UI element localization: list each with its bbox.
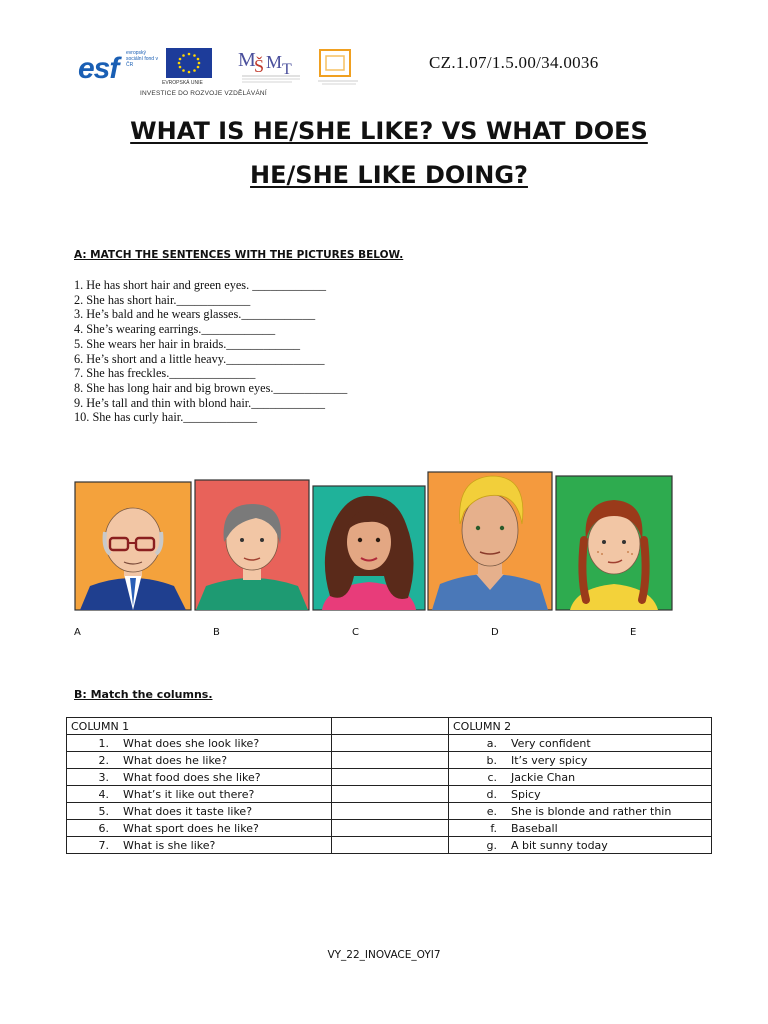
svg-text:M: M: [266, 52, 283, 72]
portrait-c: [313, 486, 425, 610]
answer-letter: a.: [486, 736, 497, 750]
table-row: [67, 786, 712, 803]
esf-logo: [78, 46, 160, 86]
esf-logo-small-text: evropský sociální fond v ČR: [126, 50, 158, 68]
answer-text: Very confident: [511, 736, 591, 750]
match-columns-table: [66, 717, 712, 854]
blank-cell: [332, 752, 449, 769]
svg-text:M: M: [238, 49, 256, 71]
answer-letter: d.: [486, 787, 497, 801]
answer-text: Jackie Chan: [511, 770, 576, 784]
blank-cell: [332, 735, 449, 752]
row-number: 1.: [98, 736, 109, 750]
list-item: 7. She has freckles.______________: [74, 366, 256, 381]
question-text: What does she look like?: [123, 736, 260, 750]
msmt-logo: [236, 46, 302, 86]
row-number: 6.: [98, 821, 109, 835]
footer-code: VY_22_INOVACE_OYI7: [327, 949, 441, 961]
logos-caption: INVESTICE DO ROZVOJE VZDĚLÁVÁNÍ: [140, 90, 267, 97]
portrait-d: [428, 472, 552, 610]
column2-header: COLUMN 2: [449, 718, 712, 735]
page-title-line1: WHAT IS HE/SHE LIKE? VS WHAT DOES: [130, 117, 648, 145]
column1-header: COLUMN 1: [67, 718, 332, 735]
list-item: 9. He’s tall and thin with blond hair.____________: [74, 395, 326, 410]
table-row: [67, 803, 712, 820]
picture-label-b: B: [213, 627, 220, 638]
table-header-row: [67, 718, 712, 735]
sentence-list: [74, 278, 347, 425]
question-text: What is she like?: [123, 838, 216, 852]
row-number: 4.: [98, 787, 109, 801]
answer-letter: g.: [486, 838, 497, 852]
section-a-heading: A: MATCH THE SENTENCES WITH THE PICTURES BELOW.: [74, 249, 404, 261]
project-code: CZ.1.07/1.5.00/34.0036: [429, 53, 599, 72]
answer-text: It’s very spicy: [511, 753, 588, 767]
eu-logo-caption: EVROPSKÁ UNIE: [162, 80, 203, 86]
answer-letter: f.: [490, 821, 497, 835]
blank-cell: [332, 803, 449, 820]
table-row: [67, 735, 712, 752]
answer-text: Spicy: [511, 787, 541, 801]
blank-cell: [332, 786, 449, 803]
blank-cell: [332, 769, 449, 786]
svg-text:Š: Š: [254, 56, 265, 76]
blank-cell: [332, 718, 449, 735]
blank-cell: [332, 837, 449, 854]
portrait-b: [195, 480, 309, 610]
answer-text: She is blonde and rather thin: [511, 804, 672, 818]
op-vk-logo: [316, 48, 360, 86]
list-item: 8. She has long hair and big brown eyes.____________: [74, 380, 348, 395]
list-item: 10. She has curly hair.____________: [74, 410, 258, 425]
table-row: [67, 837, 712, 854]
header-logos: [78, 44, 368, 102]
list-item: 1. He has short hair and green eyes. ____________: [74, 278, 327, 292]
row-number: 2.: [98, 753, 109, 767]
list-item: 4. She’s wearing earrings.____________: [74, 322, 276, 337]
table-row: [67, 752, 712, 769]
svg-text:T: T: [282, 61, 292, 78]
blank-cell: [332, 820, 449, 837]
portrait-pictures: [72, 466, 677, 616]
portrait-a: [75, 482, 191, 610]
table-row: [67, 769, 712, 786]
page-title-line2: HE/SHE LIKE DOING?: [250, 161, 528, 189]
picture-label-d: D: [491, 627, 499, 638]
row-number: 5.: [98, 804, 109, 818]
list-item: 2. She has short hair.____________: [74, 292, 251, 307]
list-item: 5. She wears her hair in braids.____________: [74, 336, 301, 351]
row-number: 3.: [98, 770, 109, 784]
picture-label-c: C: [352, 627, 359, 638]
answer-letter: b.: [486, 753, 497, 767]
section-b-heading: B: Match the columns.: [74, 688, 213, 701]
portrait-e: [556, 476, 672, 610]
answer-text: Baseball: [511, 821, 558, 835]
picture-label-a: A: [74, 627, 81, 638]
answer-letter: e.: [486, 804, 497, 818]
esf-logo-text: esf: [78, 52, 119, 85]
picture-label-e: E: [630, 627, 637, 638]
table-row: [67, 820, 712, 837]
list-item: 3. He’s bald and he wears glasses.____________: [74, 307, 316, 322]
question-text: What sport does he like?: [123, 821, 259, 835]
question-text: What does he like?: [123, 753, 228, 767]
list-item: 6. He’s short and a little heavy.________________: [74, 351, 325, 366]
answer-letter: c.: [487, 770, 497, 784]
question-text: What does it taste like?: [123, 804, 253, 818]
question-text: What’s it like out there?: [123, 787, 255, 801]
question-text: What food does she like?: [123, 770, 261, 784]
row-number: 7.: [98, 838, 109, 852]
answer-text: A bit sunny today: [511, 838, 608, 852]
eu-flag-logo: [166, 48, 212, 78]
